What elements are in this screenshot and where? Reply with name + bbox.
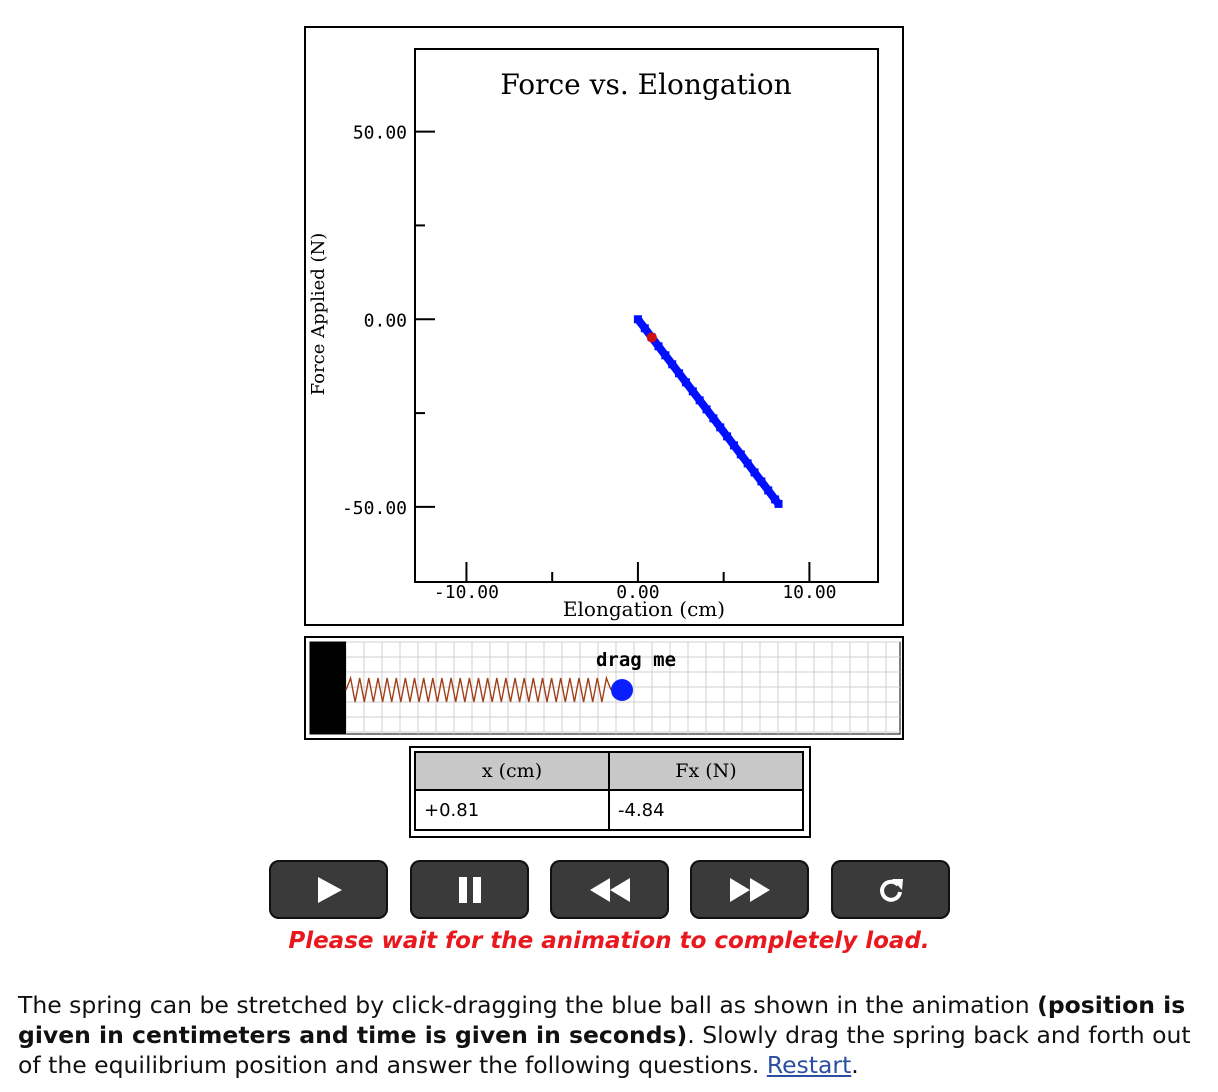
y-axis-label: Force Applied (N) — [308, 232, 329, 396]
chart-title: Force vs. Elongation — [500, 68, 792, 101]
data-point — [682, 378, 690, 386]
play-button[interactable] — [269, 860, 388, 919]
y-tick-label: -50.00 — [341, 497, 407, 519]
instructions-end: . — [851, 1051, 859, 1079]
data-point — [668, 360, 676, 368]
y-tick-label: 50.00 — [352, 122, 407, 144]
data-point — [675, 369, 683, 377]
data-point — [661, 351, 669, 359]
data-point — [775, 500, 783, 508]
data-point — [689, 387, 697, 395]
fx-value: -4.84 — [608, 789, 804, 831]
fast-forward-button[interactable] — [690, 860, 809, 919]
instructions-text-2: . Slowly drag the spring back and forth out of the equilibrium position and answer the following questions. — [18, 1021, 1191, 1079]
y-tick-label: 0.00 — [363, 310, 407, 332]
instructions-text-1: The spring can be stretched by click-dragging the blue ball as shown in the animation — [18, 991, 1038, 1019]
fx-header: Fx (N) — [608, 751, 804, 791]
rewind-icon — [588, 875, 632, 905]
readout-table — [409, 746, 811, 838]
data-point — [641, 324, 649, 332]
reset-icon — [876, 875, 906, 905]
data-point — [703, 405, 711, 413]
data-point — [751, 468, 759, 476]
force-elongation-chart — [306, 28, 902, 624]
plot-panel — [304, 26, 904, 626]
data-point — [764, 486, 772, 494]
wall — [310, 642, 346, 734]
x-tick-label: 0.00 — [616, 582, 660, 603]
data-point — [634, 315, 642, 323]
drag-ball[interactable] — [611, 679, 633, 701]
pause-button[interactable] — [410, 860, 529, 919]
fast-forward-icon — [728, 875, 772, 905]
x-tick-label: 10.00 — [782, 582, 837, 603]
data-point — [655, 342, 663, 350]
data-point — [709, 414, 717, 422]
current-point — [647, 332, 657, 342]
data-point — [737, 450, 745, 458]
rewind-button[interactable] — [550, 860, 669, 919]
x-value: +0.81 — [414, 789, 610, 831]
reset-button[interactable] — [831, 860, 950, 919]
data-point — [723, 432, 731, 440]
data-point — [744, 459, 752, 467]
pause-icon — [455, 875, 485, 905]
data-point — [716, 423, 724, 431]
x-tick-label: -10.00 — [433, 582, 499, 603]
loading-message: Please wait for the animation to completely load. — [288, 928, 930, 954]
drag-me-label: drag me — [595, 649, 677, 671]
play-icon — [314, 875, 344, 905]
data-point — [730, 441, 738, 449]
x-header: x (cm) — [414, 751, 610, 791]
data-point — [696, 396, 704, 404]
instructions-bold: (position is given in centimeters and time is given in seconds) — [18, 991, 1186, 1049]
restart-link[interactable]: Restart — [766, 1051, 852, 1079]
spring-canvas — [306, 638, 902, 738]
instructions-paragraph — [18, 990, 1208, 1080]
spring-panel — [304, 636, 904, 740]
plot-area — [415, 49, 878, 582]
x-axis-label: Elongation (cm) — [562, 597, 726, 621]
data-point — [757, 477, 765, 485]
